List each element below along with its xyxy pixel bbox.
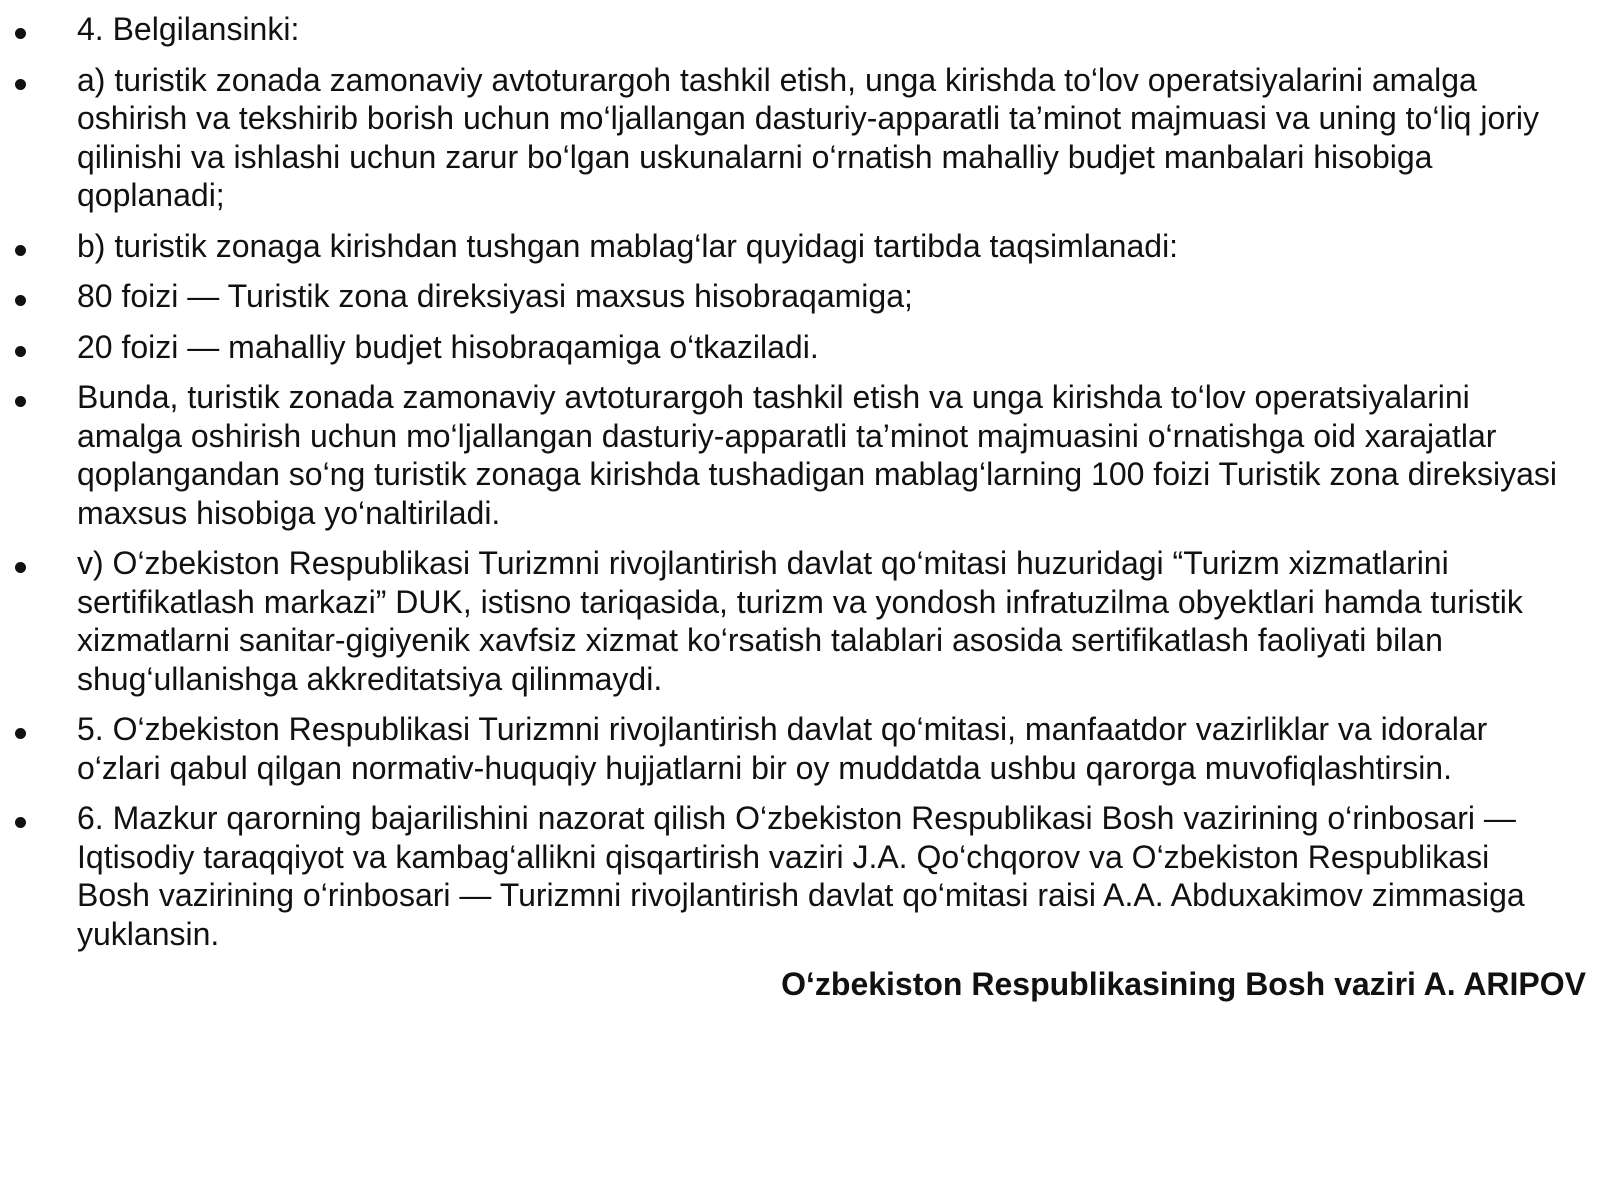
list-item xyxy=(0,544,1600,698)
list-item xyxy=(0,378,1600,532)
bullet-icon xyxy=(15,562,26,573)
list-item xyxy=(0,10,1600,49)
bullet-icon xyxy=(15,396,26,407)
bullet-icon xyxy=(15,245,26,256)
bullet-icon xyxy=(15,295,26,306)
list-item xyxy=(0,799,1600,953)
bullet-list xyxy=(0,10,1600,953)
bullet-icon xyxy=(15,28,26,39)
bullet-icon xyxy=(15,346,26,357)
list-item xyxy=(0,227,1600,266)
list-item-text: 5. O‘zbekiston Respublikasi Turizmni rivojlantirish davlat qo‘mitasi, manfaatdor vazirliklar va idoralar o‘zlari qabul qilgan normativ-huquqiy hujjatlarni bir oy muddatda ushbu qarorga muvofiqlashtirsin. xyxy=(77,711,1488,786)
list-item xyxy=(0,61,1600,215)
bullet-icon xyxy=(15,79,26,90)
list-item-text: 20 foizi — mahalliy budjet hisobraqamiga o‘tkaziladi. xyxy=(77,328,819,365)
list-item-text: v) O‘zbekiston Respublikasi Turizmni rivojlantirish davlat qo‘mitasi huzuridagi “Turizm xizmatlarini sertifikatlash markazi” DUK, istisno tariqasida, turizm va yondosh infratuzilma obyektlari hamda turistik xizmatlarni sanitar-gigiyenik xavfsiz xizmat ko‘rsatish talablari asosida sertifikatlash faoliyati bilan shug‘ullanishga akkreditatsiya qilinmaydi. xyxy=(77,545,1523,697)
list-item xyxy=(0,328,1600,367)
bullet-icon xyxy=(15,728,26,739)
list-item-text: 80 foizi — Turistik zona direksiyasi maxsus hisobraqamiga; xyxy=(77,278,913,314)
list-item-text: b) turistik zonaga kirishdan tushgan mablag‘lar quyidagi tartibda taqsimlanadi: xyxy=(77,227,1179,264)
list-item-text: 4. Belgilansinki: xyxy=(77,11,300,47)
list-item xyxy=(0,277,1600,316)
list-item-text: Bunda, turistik zonada zamonaviy avtoturargoh tashkil etish va unga kirishda to‘lov operatsiyalarini amalga oshirish uchun mo‘ljallangan dasturiy-apparatli ta’minot majmuasini o‘rnatishga oid xarajatlar qoplangandan so‘ng turistik zonaga kirishda tushadigan mablag‘larning 100 foizi Turistik zona direksiyasi maxsus hisobiga yo‘naltiriladi. xyxy=(77,379,1557,531)
list-item xyxy=(0,710,1600,787)
list-item-text: 6. Mazkur qarorning bajarilishini nazorat qilish O‘zbekiston Respublikasi Bosh vazirining o‘rinbosari — Iqtisodiy taraqqiyot va kambag‘allikni qisqartirish vaziri J.A. Qo‘chqorov va O‘zbekiston Respublikasi Bosh vazirining o‘rinbosari — Turizmni rivojlantirish davlat qo‘mitasi raisi A.A. Abduxakimov zimmasiga yuklansin. xyxy=(77,800,1525,952)
document-slide xyxy=(0,10,1600,1200)
bullet-icon xyxy=(15,817,26,828)
signature: O‘zbekiston Respublikasining Bosh vaziri A. ARIPOV xyxy=(781,966,1586,1002)
list-item-text: a) turistik zonada zamonaviy avtoturargoh tashkil etish, unga kirishda to‘lov operatsiyalarini amalga oshirish va tekshirib borish uchun mo‘ljallangan dasturiy-apparatli ta’minot majmuasi va uning to‘liq joriy qilinishi va ishlashi uchun zarur bo‘lgan uskunalarni o‘rnatish mahalliy budjet manbalari hisobiga qoplanadi; xyxy=(77,61,1540,213)
